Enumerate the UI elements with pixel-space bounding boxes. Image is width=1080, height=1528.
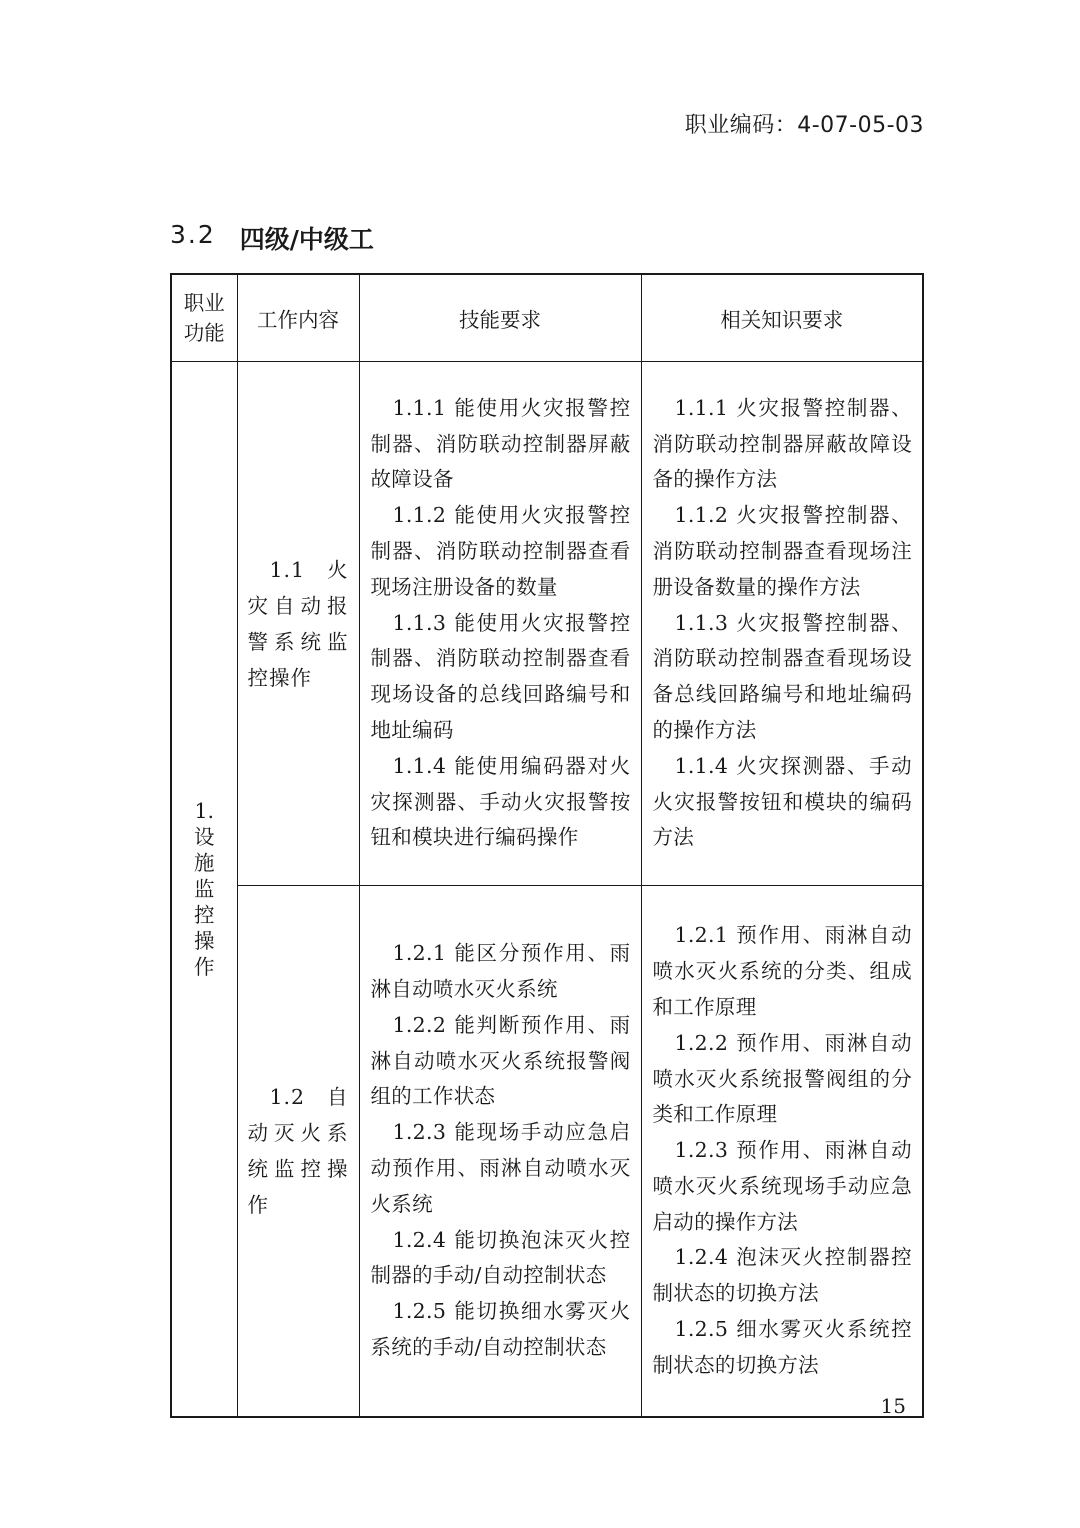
skill-item: 1.2.1 能区分预作用、雨淋自动喷水灭火系统 — [370, 941, 631, 1002]
knowledge-item: 1.2.2 预作用、雨淋自动喷水灭火系统报警阀组的分类和工作原理 — [652, 1030, 912, 1127]
skills-cell — [359, 362, 641, 886]
skill-item: 1.2.2 能判断预作用、雨淋自动喷水灭火系统报警阀组的工作状态 — [370, 1012, 631, 1109]
skill-item: 1.2.3 能现场手动应急启动预作用、雨淋自动喷水灭火系统 — [370, 1120, 631, 1216]
skills-cell — [359, 886, 641, 1418]
knowledge-cell — [641, 886, 923, 1418]
section-title — [170, 220, 374, 256]
knowledge-item: 1.2.1 预作用、雨淋自动喷水灭火系统的分类、组成和工作原理 — [652, 923, 912, 1019]
knowledge-item: 1.1.4 火灾探测器、手动火灾报警按钮和模块的编码方法 — [652, 753, 912, 850]
page-number: 15 — [880, 1394, 906, 1418]
work-content-text: 1.1 火灾自动报警系统监控操作 — [247, 557, 349, 690]
work-content-cell — [237, 886, 359, 1418]
section-title-text: 四级/中级工 — [239, 225, 374, 254]
function-label: 1.设施监控操作 — [194, 799, 215, 979]
knowledge-item: 1.2.5 细水雾灭火系统控制状态的切换方法 — [652, 1317, 912, 1377]
table-row — [171, 362, 923, 886]
job-code: 职业编码：4-07-05-03 — [684, 113, 924, 138]
knowledge-item: 1.1.3 火灾报警控制器、消防联动控制器查看现场设备总线回路编号和地址编码的操作方法 — [652, 610, 912, 742]
skill-item: 1.2.5 能切换细水雾灭火系统的手动/自动控制状态 — [370, 1299, 631, 1359]
function-cell — [171, 362, 237, 1418]
knowledge-item: 1.2.4 泡沫灭火控制器控制状态的切换方法 — [652, 1245, 912, 1306]
header-function — [171, 274, 237, 362]
skill-requirements-table — [170, 273, 924, 1418]
work-content-text: 1.2 自动灭火系统监控操作 — [247, 1085, 349, 1217]
header-skill-requirements: 技能要求 — [359, 274, 641, 362]
knowledge-item: 1.1.2 火灾报警控制器、消防联动控制器查看现场注册设备数量的操作方法 — [652, 503, 912, 599]
skill-item: 1.2.4 能切换泡沫灭火控制器的手动/自动控制状态 — [370, 1227, 631, 1288]
skill-item: 1.1.3 能使用火灾报警控制器、消防联动控制器查看现场设备的总线回路编号和地址编码 — [370, 610, 631, 742]
header-work-content: 工作内容 — [237, 274, 359, 362]
table-row — [171, 886, 923, 1418]
header-function-text: 职业功能 — [183, 291, 225, 345]
skill-item: 1.1.1 能使用火灾报警控制器、消防联动控制器屏蔽故障设备 — [370, 395, 631, 492]
skill-item: 1.1.4 能使用编码器对火灾探测器、手动火灾报警按钮和模块进行编码操作 — [370, 753, 631, 850]
knowledge-item: 1.2.3 预作用、雨淋自动喷水灭火系统现场手动应急启动的操作方法 — [652, 1138, 912, 1234]
section-number: 3.2 — [170, 220, 216, 249]
skill-item: 1.1.2 能使用火灾报警控制器、消防联动控制器查看现场注册设备的数量 — [370, 503, 631, 599]
work-content-cell — [237, 362, 359, 886]
header-knowledge-requirements: 相关知识要求 — [641, 274, 923, 362]
table-header-row — [171, 274, 923, 362]
knowledge-cell — [641, 362, 923, 886]
knowledge-item: 1.1.1 火灾报警控制器、消防联动控制器屏蔽故障设备的操作方法 — [652, 395, 912, 492]
